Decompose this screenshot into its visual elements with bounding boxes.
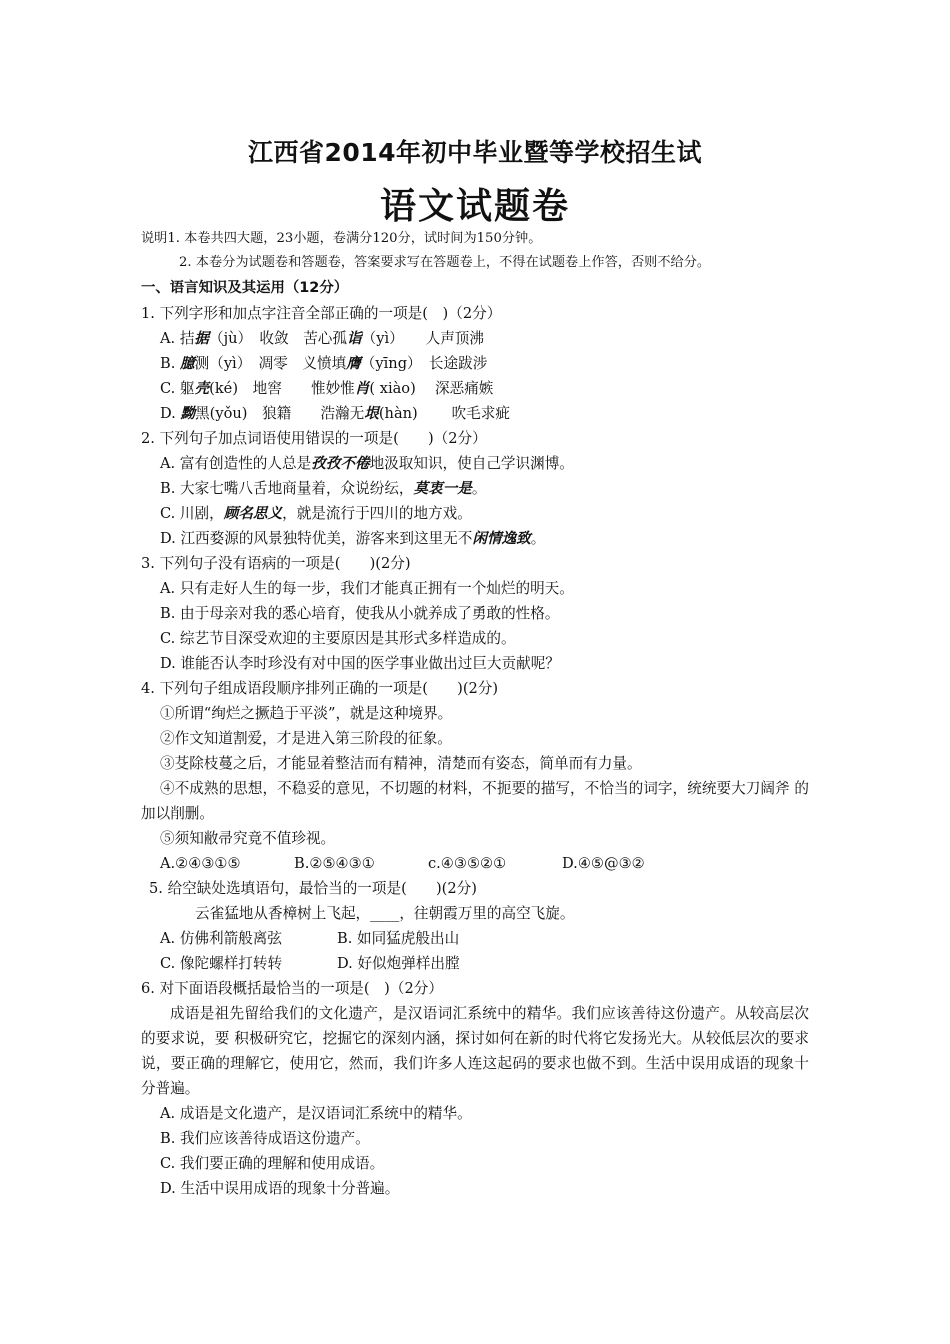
question-2-option-c: C. 川剧，顾名思义，就是流行于四川的地方戏。: [160, 505, 472, 522]
question-6-option-d: D. 生活中误用成语的现象十分普遍。: [160, 1180, 400, 1197]
question-6-option-b: B. 我们应该善待成语这份遗产。: [160, 1130, 370, 1147]
question-4-sentence-2: ②作文知道割爱，才是进入第三阶段的征象。: [160, 730, 452, 747]
question-5-option-b: B. 如同猛虎般出山: [337, 930, 460, 947]
question-4-sentence-3: ③芟除枝蔓之后，才能显着整洁而有精神，清楚而有姿态，简单而有力量。: [160, 755, 642, 772]
question-6-paragraph: 成语是祖先留给我们的文化遗产，是汉语词汇系统中的精华。我们应该善待这份遗产。从较高层次的要求说，要 积极研究它，挖掘它的深刻内涵，探讨如何在新的时代将它发扬光大。从较低层次的要求说，要正确的理解它，使用它，然而，我们许多人连这起码的要求也做不到。生活中误用成语的现象十分普遍。: [141, 1005, 809, 1097]
question-2-stem: 2. 下列句子加点词语使用错误的一项是( )（2分）: [141, 430, 487, 447]
question-2-option-b: B. 大家七嘴八舌地商量着，众说纷纭，莫衷一是。: [160, 480, 487, 497]
question-4-option-d: D.④⑤@③②: [562, 855, 645, 872]
question-6-option-c: C. 我们要正确的理解和使用成语。: [160, 1155, 385, 1172]
question-4-sentence-4: ④不成熟的思想，不稳妥的意见，不切题的材料，不扼要的描写，不恰当的词字，统统要大刀阔斧 的加以削删。: [141, 780, 809, 822]
question-1-option-a: A. 拮据（jù） 收敛 苦心孤诣（yì） 人声顶沸: [160, 330, 484, 347]
question-1-stem: 1. 下列字形和加点字注音全部正确的一项是( )（2分）: [141, 305, 502, 322]
question-2-option-a: A. 富有创造性的人总是孜孜不倦地汲取知识，使自己学识渊博。: [160, 455, 574, 472]
question-1-option-b: B. 臆测（yì） 凋零 义愤填膺（yīng） 长途跋涉: [160, 355, 488, 372]
instruction-1: 说明1. 本卷共四大题，23小题，卷满分120分，试时间为150分钟。: [141, 231, 542, 246]
question-5-option-a: A. 仿佛利箭般离弦: [160, 930, 282, 947]
question-5-option-c: C. 像陀螺样打转转: [160, 955, 283, 972]
question-5-options-row-2: [141, 951, 809, 976]
question-5-stem: 5. 给空缺处选填语句，最恰当的一项是( )(2分): [149, 880, 477, 897]
exam-subtitle: 语文试题卷: [379, 186, 570, 227]
question-3-option-c: C. 综艺节目深受欢迎的主要原因是其形式多样造成的。: [160, 630, 516, 647]
question-2-option-d: D. 江西婺源的风景独特优美，游客来到这里无不闲情逸致。: [160, 530, 546, 547]
question-4-sentence-5: ⑤须知敝帚究竟不值珍视。: [160, 830, 336, 847]
question-1-option-d: D. 黝黑(yǒu) 狼籍 浩瀚无垠(hàn) 吹毛求疵: [160, 405, 510, 422]
exam-body: [141, 227, 809, 1201]
question-3-option-b: B. 由于母亲对我的悉心培育，使我从小就养成了勇敢的性格。: [160, 605, 560, 622]
question-4-option-c: c.④③⑤②①: [428, 855, 507, 872]
question-3-option-a: A. 只有走好人生的每一步，我们才能真正拥有一个灿烂的明天。: [160, 580, 574, 597]
question-6-stem: 6. 对下面语段概括最恰当的一项是( )（2分）: [141, 980, 443, 997]
question-6-option-a: A. 成语是文化遗产，是汉语词汇系统中的精华。: [160, 1105, 472, 1122]
question-4-options: [141, 851, 809, 876]
exam-title: 江西省2014年初中毕业暨等学校招生试: [247, 138, 703, 167]
section-heading: 一、语言知识及其运用（12分）: [141, 280, 349, 296]
question-3-stem: 3. 下列句子没有语病的一项是( )(2分): [141, 555, 411, 572]
question-4-option-a: A.②④③①⑤: [160, 855, 241, 872]
question-4-option-b: B.②⑤④③①: [294, 855, 375, 872]
question-4-stem: 4. 下列句子组成语段顺序排列正确的一项是( )(2分): [141, 680, 499, 697]
instruction-2: 2. 本卷分为试题卷和答题卷，答案要求写在答题卷上，不得在试题卷上作答，否则不给分。: [179, 255, 711, 270]
question-5-context: 云雀猛地从香樟树上飞起，____，往朝霞万里的高空飞旋。: [195, 905, 575, 922]
question-4-sentence-1: ①所谓“绚烂之撅趋于平淡”，就是这种境界。: [160, 705, 453, 722]
question-3-option-d: D. 谁能否认李时珍没有对中国的医学事业做出过巨大贡献呢？: [160, 655, 560, 672]
question-1-option-c: C. 躯壳(ké) 地窖 惟妙惟肖( xiào) 深恶痛嫉: [160, 380, 494, 397]
question-5-option-d: D. 好似炮弹样出膛: [337, 955, 460, 972]
question-5-options-row-1: [141, 926, 809, 951]
